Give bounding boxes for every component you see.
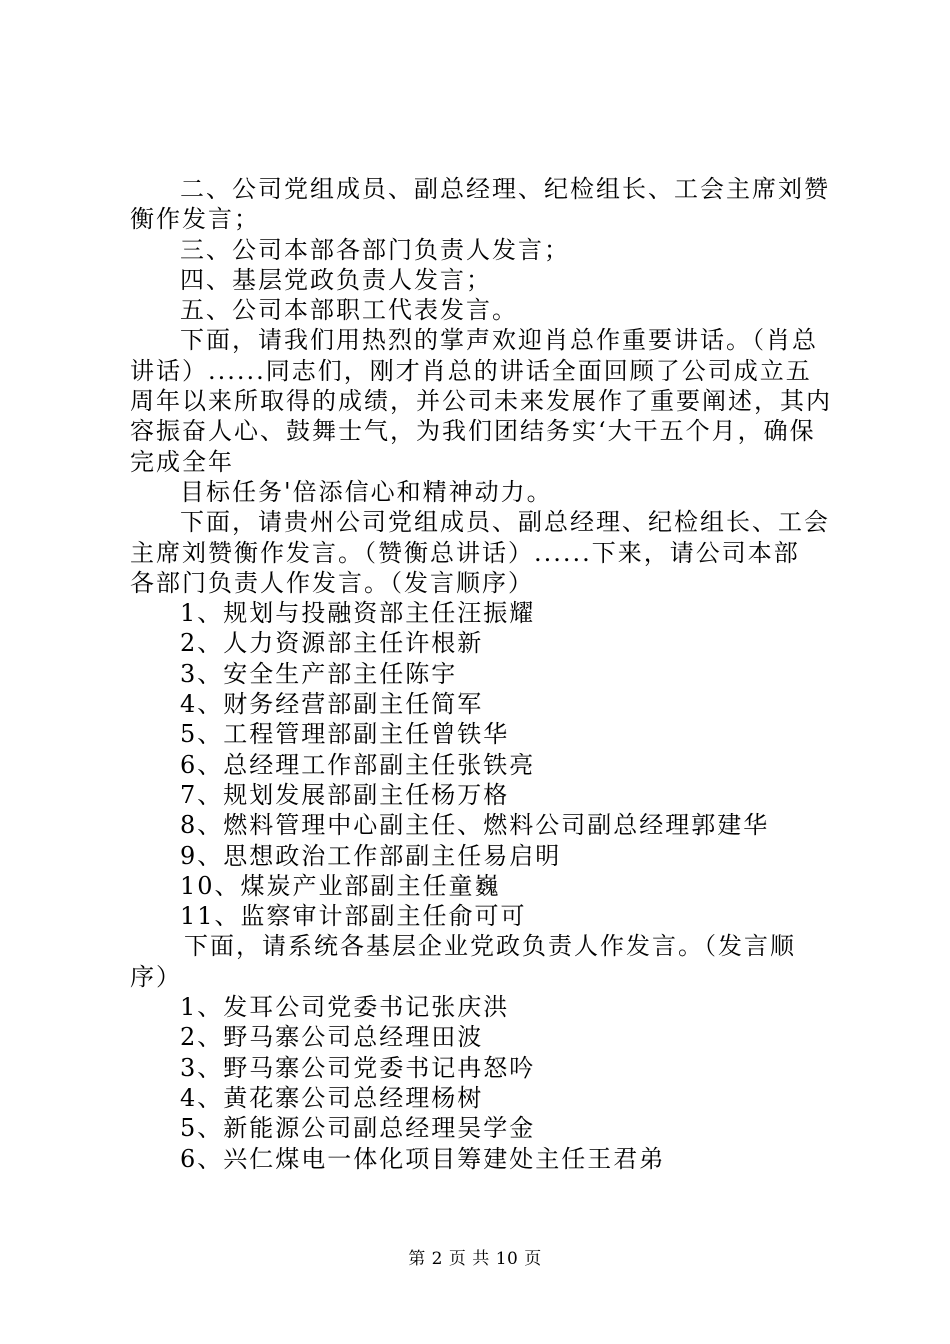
text-line: 2、人力资源部主任许根新 — [180, 629, 484, 658]
text-line: 完成全年 — [130, 447, 234, 476]
text-line: 3、野马寨公司党委书记冉怒吟 — [180, 1053, 536, 1082]
text-line: 7、规划发展部副主任杨万格 — [180, 780, 510, 809]
text-line: 2、野马寨公司总经理田波 — [180, 1023, 484, 1052]
text-line: 1、规划与投融资部主任汪振耀 — [180, 599, 536, 628]
text-line: 4、黄花寨公司总经理杨树 — [180, 1083, 484, 1112]
text-line: 6、兴仁煤电一体化项目筹建处主任王君弟 — [180, 1144, 666, 1173]
text-line: 11、监察审计部副主任俞可可 — [180, 902, 527, 931]
text-line: 周年以来所取得的成绩，并公司未来发展作了重要阐述，其内 — [130, 387, 832, 416]
text-line: 序） — [130, 962, 182, 991]
text-line: 下面，请我们用热烈的掌声欢迎肖总作重要讲话。（肖总 — [180, 326, 818, 355]
text-line: 10、煤炭产业部副主任童巍 — [180, 871, 501, 900]
text-line: 6、总经理工作部副主任张铁亮 — [180, 750, 536, 779]
text-line: 各部门负责人作发言。（发言顺序） — [130, 568, 534, 597]
text-line: 3、安全生产部主任陈宇 — [180, 659, 458, 688]
text-line: 5、新能源公司副总经理吴学金 — [180, 1114, 536, 1143]
text-line: 1、发耳公司党委书记张庆洪 — [180, 993, 510, 1022]
text-line: 目标任务'倍添信心和精神动力。 — [180, 477, 553, 506]
text-line: 三、公司本部各部门负责人发言； — [180, 235, 570, 264]
text-line: 8、燃料管理中心副主任、燃料公司副总经理郭建华 — [180, 811, 770, 840]
text-line: 下面，请贵州公司党组成员、副总经理、纪检组长、工会 — [180, 508, 830, 537]
text-line: 9、思想政治工作部副主任易启明 — [180, 841, 562, 870]
text-line: 衡作发言； — [130, 205, 260, 234]
document-body — [130, 174, 830, 1174]
text-line: 5、工程管理部副主任曾铁华 — [180, 720, 510, 749]
text-line: 主席刘赞衡作发言。（赞衡总讲话）......下来，请公司本部 — [130, 538, 800, 567]
text-line: 四、基层党政负责人发言； — [180, 265, 492, 294]
text-line: 下面，请系统各基层企业党政负责人作发言。（发言顺 — [184, 932, 796, 961]
page-footer: 第 2 页 共 10 页 — [408, 1249, 542, 1269]
text-line: 二、公司党组成员、副总经理、纪检组长、工会主席刘赞 — [180, 175, 830, 203]
text-line: 4、财务经营部副主任简军 — [180, 690, 484, 719]
text-line: 讲话）......同志们，刚才肖总的讲话全面回顾了公司成立五 — [130, 356, 812, 385]
text-line: 容振奋人心、鼓舞士气，为我们团结务实‘大干五个月，确保 — [130, 417, 816, 446]
text-line: 五、公司本部职工代表发言。 — [180, 296, 518, 325]
